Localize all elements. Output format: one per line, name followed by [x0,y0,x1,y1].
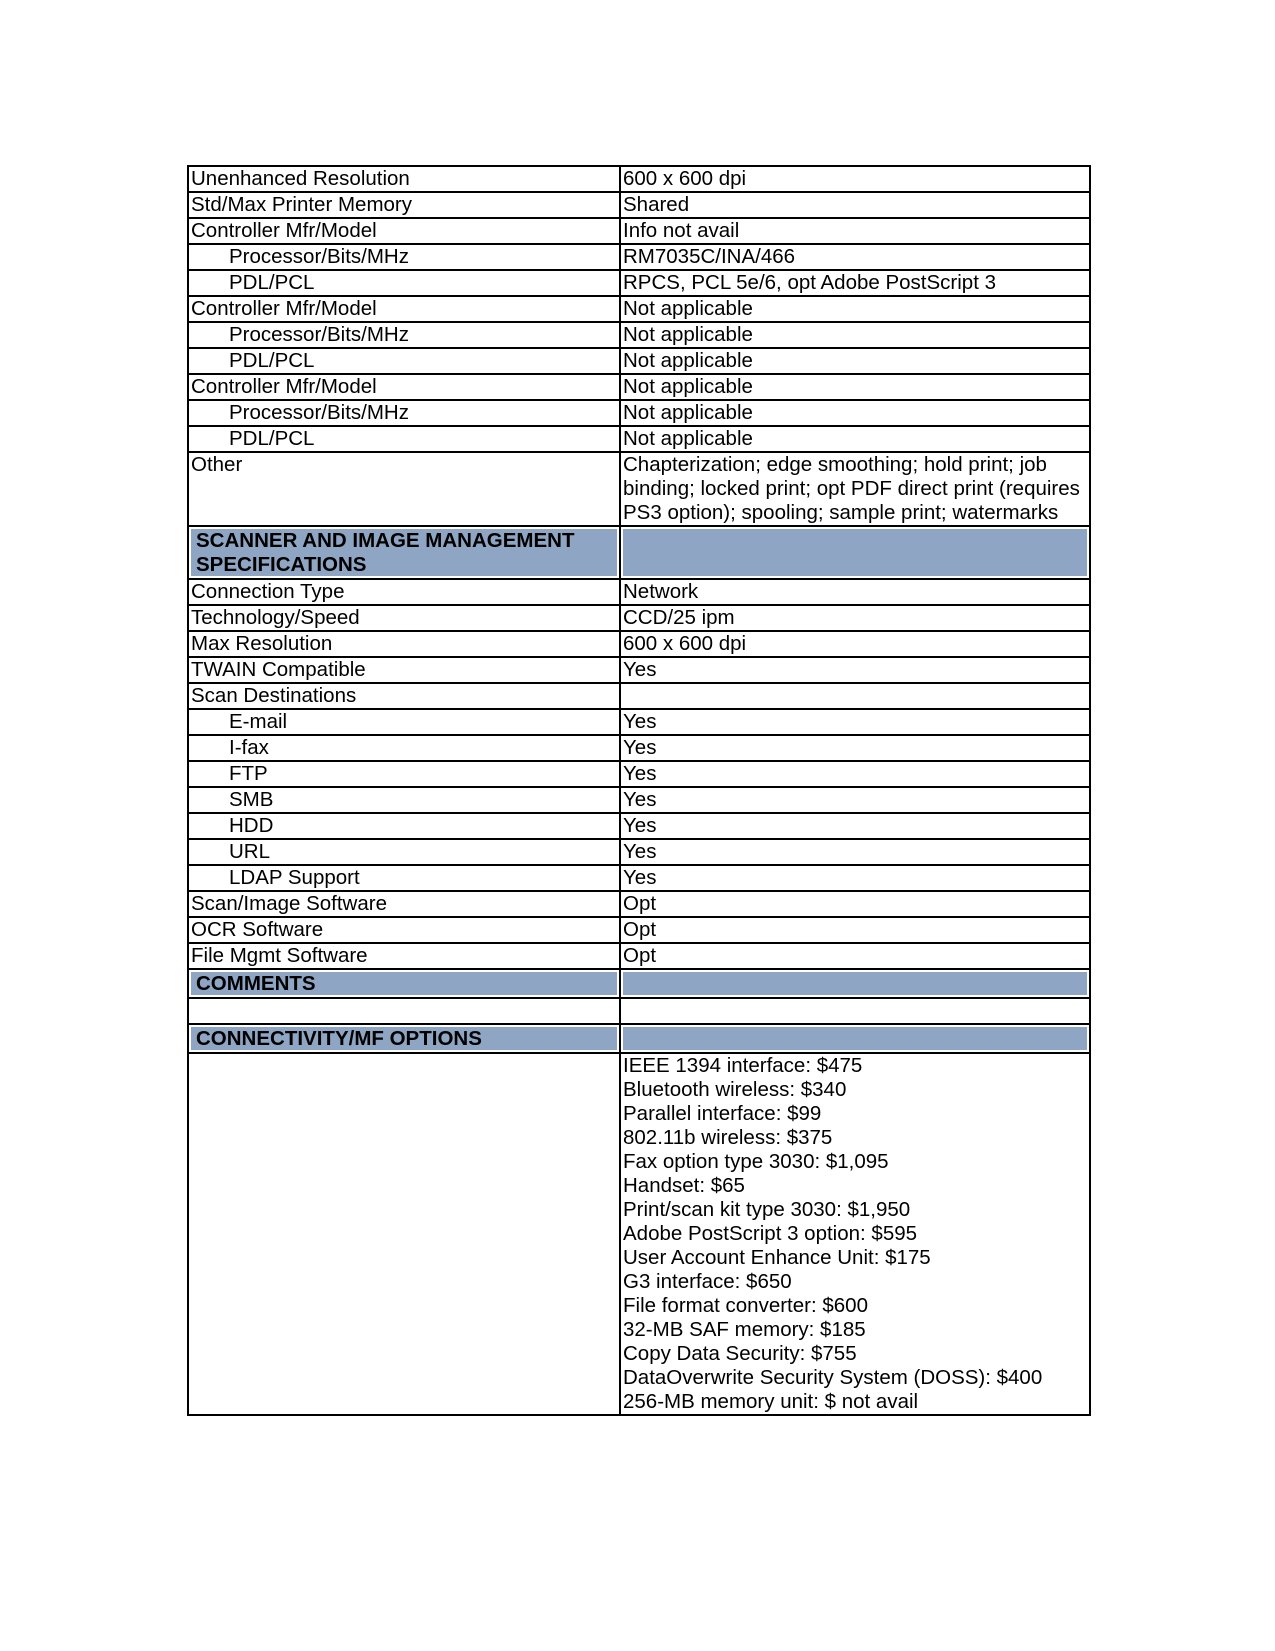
row-label: I-fax [188,735,620,761]
table-row [188,735,1090,761]
row-value: Yes [620,735,1090,761]
option-item: 32-MB SAF memory: $185 [623,1318,866,1341]
table-row [188,761,1090,787]
row-label: Processor/Bits/MHz [188,322,620,348]
row-label: Unenhanced Resolution [188,166,620,192]
table-row [188,943,1090,969]
table-row [188,917,1090,943]
row-value [620,683,1090,709]
table-row [188,683,1090,709]
section-header-connectivity [188,1024,1090,1053]
row-label: Controller Mfr/Model [188,296,620,322]
row-value: Not applicable [620,348,1090,374]
option-item: Print/scan kit type 3030: $1,950 [623,1198,911,1221]
option-item: Parallel interface: $99 [623,1102,822,1125]
option-item: Copy Data Security: $755 [623,1342,857,1365]
row-label: FTP [188,761,620,787]
table-row [188,218,1090,244]
row-label: Technology/Speed [188,605,620,631]
row-label: OCR Software [188,917,620,943]
section-title: COMMENTS [188,969,620,998]
row-label: SMB [188,787,620,813]
row-value: RM7035C/INA/466 [620,244,1090,270]
table-row [188,865,1090,891]
comments-cell-right [620,998,1090,1024]
table-row [188,270,1090,296]
row-value: Yes [620,761,1090,787]
options-list [620,1053,1090,1415]
row-value: Shared [620,192,1090,218]
row-value: Not applicable [620,400,1090,426]
option-item: DataOverwrite Security System (DOSS): $400 [623,1366,1043,1389]
row-value: Opt [620,917,1090,943]
option-item: Bluetooth wireless: $340 [623,1078,847,1101]
row-value: Yes [620,657,1090,683]
row-label: PDL/PCL [188,348,620,374]
row-label: LDAP Support [188,865,620,891]
row-value: Yes [620,839,1090,865]
option-item: IEEE 1394 interface: $475 [623,1054,863,1077]
row-label: Std/Max Printer Memory [188,192,620,218]
row-value: Yes [620,787,1090,813]
row-label: Scan/Image Software [188,891,620,917]
row-value: Not applicable [620,296,1090,322]
section-header-blank [620,526,1090,579]
row-label: Connection Type [188,579,620,605]
table-row [188,605,1090,631]
section-header-comments [188,969,1090,998]
table-row [188,296,1090,322]
table-row [188,787,1090,813]
row-value: CCD/25 ipm [620,605,1090,631]
row-label: Other [188,452,620,526]
option-item: Adobe PostScript 3 option: $595 [623,1222,918,1245]
option-item: User Account Enhance Unit: $175 [623,1246,931,1269]
table-row [188,322,1090,348]
row-value: Not applicable [620,374,1090,400]
section-header-scanner [188,526,1090,579]
row-value: Not applicable [620,426,1090,452]
spec-table [187,165,1091,1416]
table-row [188,579,1090,605]
option-item: Handset: $65 [623,1174,745,1197]
row-label: TWAIN Compatible [188,657,620,683]
row-label: Controller Mfr/Model [188,218,620,244]
row-label: URL [188,839,620,865]
row-label: File Mgmt Software [188,943,620,969]
table-row [188,452,1090,526]
row-value: Yes [620,709,1090,735]
row-label: PDL/PCL [188,270,620,296]
table-row [188,813,1090,839]
row-value-other: Chapterization; edge smoothing; hold print; job binding; locked print; opt PDF direct print (requires PS3 option); spooling; sample print; watermarks [620,452,1090,526]
table-row [188,400,1090,426]
option-item: Fax option type 3030: $1,095 [623,1150,889,1173]
section-header-blank [620,969,1090,998]
option-item: G3 interface: $650 [623,1270,792,1293]
section-title: CONNECTIVITY/MF OPTIONS [188,1024,620,1053]
table-row [188,374,1090,400]
row-label: PDL/PCL [188,426,620,452]
option-item: File format converter: $600 [623,1294,868,1317]
row-value: Yes [620,813,1090,839]
table-row [188,657,1090,683]
table-row [188,839,1090,865]
row-label: Processor/Bits/MHz [188,400,620,426]
options-cell-left [188,1053,620,1415]
table-row [188,631,1090,657]
row-value: RPCS, PCL 5e/6, opt Adobe PostScript 3 [620,270,1090,296]
option-item: 256-MB memory unit: $ not avail [623,1390,919,1413]
row-value: 600 x 600 dpi [620,166,1090,192]
section-header-blank [620,1024,1090,1053]
row-value: Opt [620,891,1090,917]
table-row [188,192,1090,218]
table-row [188,426,1090,452]
row-label: E-mail [188,709,620,735]
table-row [188,709,1090,735]
section-title: SCANNER AND IMAGE MANAGEMENT SPECIFICATIONS [188,526,620,579]
row-label: HDD [188,813,620,839]
row-value: Opt [620,943,1090,969]
table-row [188,348,1090,374]
option-item: 802.11b wireless: $375 [623,1126,833,1149]
row-value: Not applicable [620,322,1090,348]
row-label: Scan Destinations [188,683,620,709]
row-value: Network [620,579,1090,605]
row-label: Processor/Bits/MHz [188,244,620,270]
row-value: Info not avail [620,218,1090,244]
row-label: Max Resolution [188,631,620,657]
comments-row [188,998,1090,1024]
comments-cell-left [188,998,620,1024]
options-row [188,1053,1090,1415]
table-row [188,244,1090,270]
row-value: 600 x 600 dpi [620,631,1090,657]
table-row [188,166,1090,192]
row-label: Controller Mfr/Model [188,374,620,400]
table-row [188,891,1090,917]
row-value: Yes [620,865,1090,891]
